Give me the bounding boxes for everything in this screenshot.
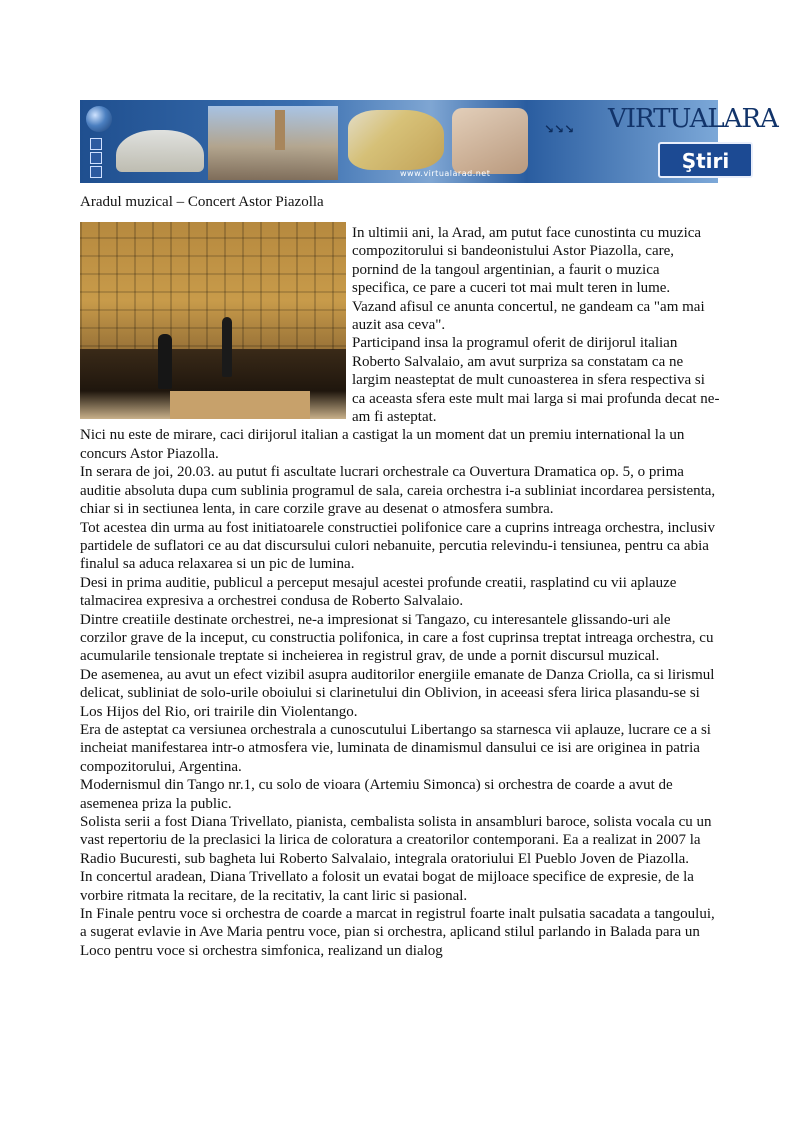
paragraph: Era de asteptat ca versiunea orchestrala a cunoscutului Libertango sa starnesca vii aplauze, lucrare ce a si incheiat manifestarea intr-o atmosfera vie, luminata de dinamismul dansului ce isi are originea in patria compozitorului, Argentina. (80, 721, 711, 775)
paragraph: Modernismul din Tango nr.1, cu solo de vioara (Artemiu Simonca) si orchestra de coarde a avut de asemenea priza la public. (80, 777, 673, 812)
paragraph: Vazand afisul ce anunta concertul, ne gandeam ca "am mai auzit asa ceva". (352, 298, 705, 334)
city-hall-image (208, 106, 338, 180)
open-book-image (116, 130, 204, 172)
paragraph: In serara de joi, 20.03. au putut fi ascultate lucrari orchestrale ca Ouvertura Dramatica op. 5, o prima auditie absoluta dupa cum sublinia programul de sala, careia orchestra i-a subliniat incordarea persistenta, chiar si in sectiunea lenta, in care corzile grave au desenat o atmosfera sumbra. (80, 464, 716, 518)
article-body (80, 224, 720, 960)
map-image (348, 110, 444, 170)
paragraph: Nici nu este de mirare, caci dirijorul italian a castigat la un moment dat un premiu international la un concurs Astor Piazolla. (80, 427, 685, 462)
site-banner (80, 100, 778, 183)
paragraph: Tot acestea din urma au fost initiatoarele constructiei polifonice care a cuprins intreaga orchestra, inclusiv partidele de suflatori ce au dat discursului culori nebanuite, percutia relevindu-i tensiunea, pentru ca abia finalul sa aduca relaxarea si un pic de lumina. (80, 519, 715, 573)
article-title: Aradul muzical – Concert Astor Piazolla (80, 194, 324, 210)
paragraph: In Finale pentru voce si orchestra de coarde a marcat in registrul foarte inalt pulsatia sacadata a tangoului, a sugerat evlavie in Ave Maria pentru voce, pian si orchestra, aplicand stilul parlando in Balada para un Loco pentru voce si orchestra simfonica, realizand un dialog (80, 906, 715, 959)
banner-url: www.virtualarad.net (400, 169, 491, 178)
paragraph: Desi in prima auditie, publicul a perceput mesajul acestei profunde creatii, rasplatind cu vii aplauze talmacirea expresiva a orchestrei condusa de Roberto Salvalaio. (80, 574, 677, 610)
tower-image (275, 110, 285, 150)
globe-icon (86, 106, 112, 132)
paragraph: In ultimii ani, la Arad, am putut face cunostinta cu muzica compozitorului si bandeonistului Astor Piazolla, care, pornind de la tangoul argentinian, a faurit o muzica specifica, ce pare a cuceri tot mai mult teren in lume. (352, 225, 702, 297)
paragraph: Dintre creatiile destinate orchestrei, ne-a impresionat si Tangazo, cu interesantele glissando-uri ale corzilor grave de la inceput, cu constructia polifonica, in care a fost cuprinsa treptat intreaga orchestra, cu acumularile tensionale treptate si incheierea in registrul grav, de unde a pornit discursul muzical. (80, 611, 714, 665)
paragraph: Solista serii a fost Diana Trivellato, pianista, cembalista solista in ansambluri baroce, solista vocala cu un vast repertoriu de la preclasici la lirica de coloratura a creatorilor contemporani. Ea a realizat in 2007 la Radio Bucuresti, sub bagheta lui Roberto Salvalaio, integrala oratoriului El Pueblo Joven de Piazolla. (80, 814, 712, 867)
paragraph: De asemenea, au avut un efect vizibil asupra auditorilor energiile emanate de Danza Criolla, ca si lirismul delicat, subliniat de solo-urile oboiului si clarinetului din Oblivion, in aceeasi sfera lirica plasandu-se si Los Hijos del Rio, ori trairile din Violentango. (80, 666, 715, 720)
photo-spacer (80, 224, 352, 424)
writing-hand-image (452, 108, 528, 174)
brand-logo: VIRTUALARA (608, 104, 778, 134)
paragraph: Participand insa la programul oferit de dirijorul italian Roberto Salvalaio, am avut surpriza sa constatam ca ne largim neasteptat de mult cunoasterea in sfera respectiva si ca aceasta sfera este mult mai larga si mai profunda decat ne-am fi asteptat. (352, 335, 720, 426)
grid-squares-decoration (84, 136, 112, 176)
section-badge: Ştiri (658, 142, 753, 178)
arrows-icon: ↘↘↘ (544, 122, 575, 136)
paragraph: In concertul aradean, Diana Trivellato a folosit un evatai bogat de mijloace specifice de expresie, de la vorbire ritmata la recitare, de la recitativ, la cant liric si pasional. (80, 869, 694, 904)
